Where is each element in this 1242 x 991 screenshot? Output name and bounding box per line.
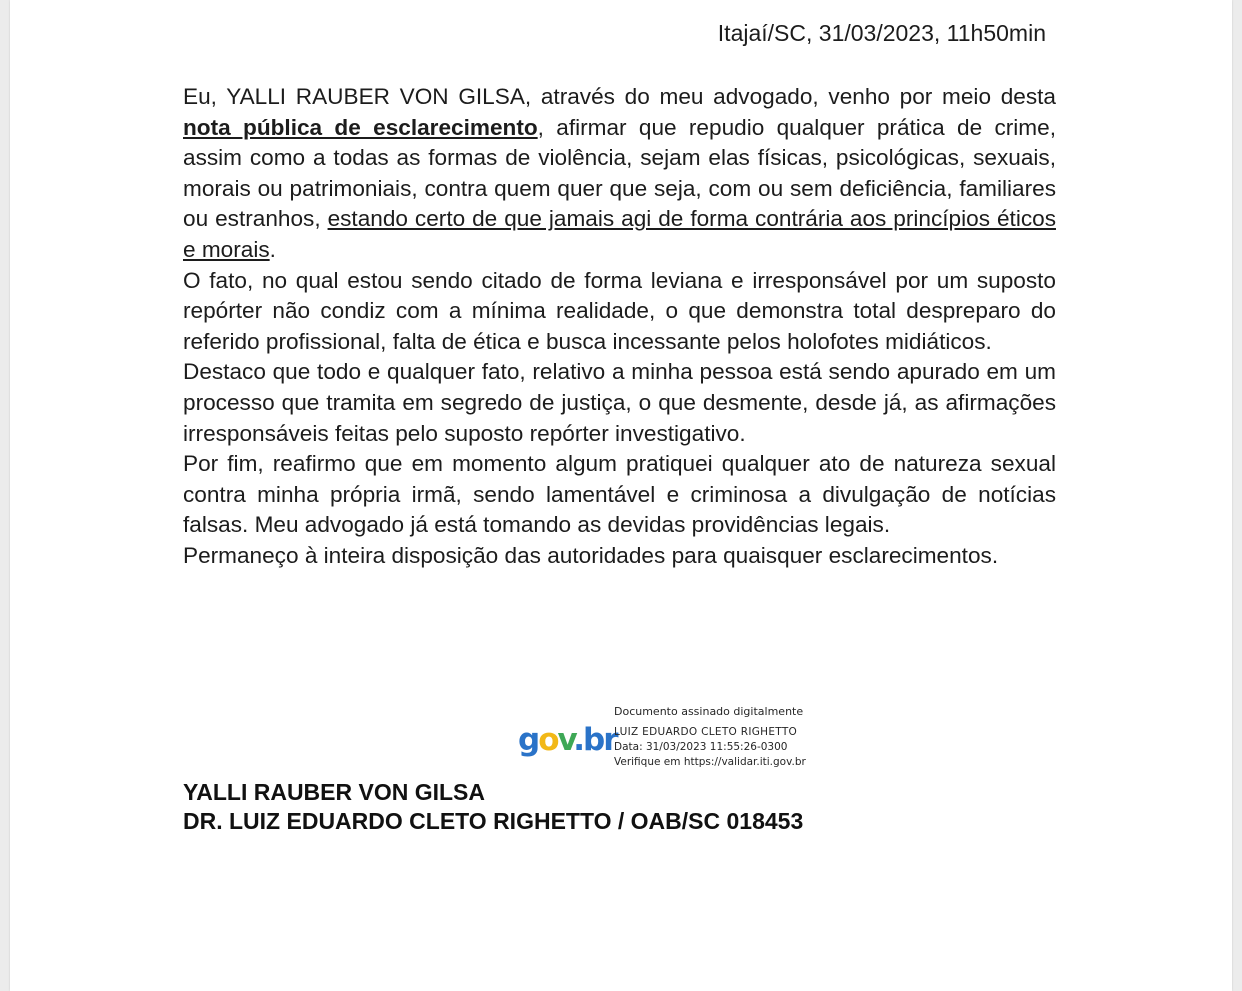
paragraph-1-end: . xyxy=(269,236,276,262)
govbr-logo: gov.br xyxy=(518,722,617,758)
signatories xyxy=(183,778,803,836)
paragraph-1 xyxy=(183,82,1056,266)
paragraph-2: O fato, no qual estou sendo citado de forma leviana e irresponsável por um suposto repórter não condiz com a mínima realidade, o que demonstra total despreparo do referido profissional, falta de ética e busca incessante pelos holofotes midiáticos. xyxy=(183,267,1056,354)
paragraph-1-intro: Eu, YALLI RAUBER VON GILSA, através do meu advogado, venho por meio desta xyxy=(183,84,1056,109)
signatory-1: YALLI RAUBER VON GILSA xyxy=(183,779,486,805)
signer-name: LUIZ EDUARDO CLETO RIGHETTO xyxy=(614,726,798,738)
signature-details xyxy=(614,704,806,770)
paragraph-1-middle: , afirmar que repudio qualquer prática de crime, assim como a todas as formas de violência, sejam elas físicas, psicológicas, sexuais, morais ou patrimoniais, contra quem quer que seja, com ou sem deficiência, familiares ou estranhos, xyxy=(183,114,1056,232)
digital-signature-stamp xyxy=(518,704,838,774)
signature-header: Documento assinado digitalmente xyxy=(614,705,804,718)
signatory-2: DR. LUIZ EDUARDO CLETO RIGHETTO / OAB/SC 018453 xyxy=(183,808,804,834)
verification-link: Verifique em https://validar.iti.gov.br xyxy=(614,756,806,768)
document-page xyxy=(10,0,1232,991)
paragraph-5: Permaneço à inteira disposição das autoridades para quaisquer esclarecimentos. xyxy=(183,542,999,568)
note-title-emphasis: nota pública de esclarecimento xyxy=(183,114,538,140)
signature-date: Data: 31/03/2023 11:55:26-0300 xyxy=(614,741,788,753)
ethics-statement-underlined: estando certo de que jamais agi de forma contrária aos princípios éticos e morais xyxy=(183,206,1056,262)
paragraph-4: Por fim, reafirmo que em momento algum pratiquei qualquer ato de natureza sexual contra minha própria irmã, sendo lamentável e criminosa a divulgação de notícias falsas. Meu advogado já está tomando as devidas providências legais. xyxy=(183,451,1056,538)
paragraph-3: Destaco que todo e qualquer fato, relativo a minha pessoa está sendo apurado em um processo que tramita em segredo de justiça, o que desmente, desde já, as afirmações irresponsáveis feitas pelo suposto repórter investigativo. xyxy=(183,359,1056,446)
statement-body xyxy=(183,82,1056,572)
date-location-line: Itajaí/SC, 31/03/2023, 11h50min xyxy=(717,20,1046,46)
